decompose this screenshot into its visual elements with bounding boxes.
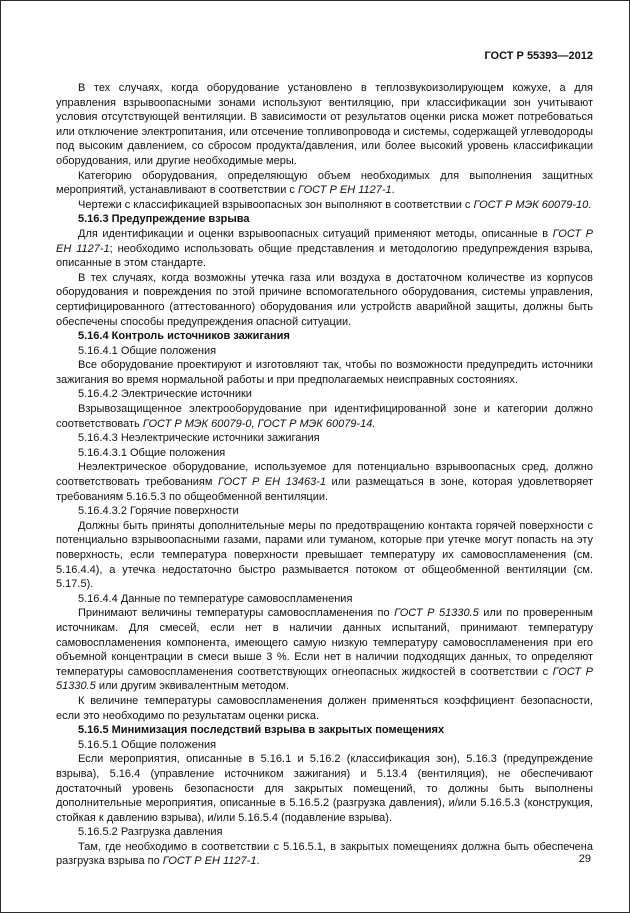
paragraph <box>56 840 593 869</box>
text-run: . <box>256 855 260 868</box>
gost-reference: ГОСТ Р ЕН 1127-1 <box>297 184 392 197</box>
text-run: 5.16.5.1 Общие положения <box>78 738 217 751</box>
paragraph <box>56 504 593 519</box>
paragraph <box>56 519 593 592</box>
gost-reference: ГОСТ Р ЕН 1127-1 <box>56 227 593 255</box>
paragraph <box>56 81 593 169</box>
text-run: В тех случаях, когда оборудование установлено в теплозвукоизолирующем кожухе, а для управления взрывоопасными зонами используют вентиляцию, при классификации зон учитывают условия отсутствующей вентиляции. В зависимости от результатов оценки риска может потребоваться или отключение электропитания, или отсечение топливопровода и системы, содержащей углеводороды под высоким давлением, со сбросом продукта/давления, или более высокий уровень классификации оборудования, или другие необходимые меры. <box>56 82 593 167</box>
text-run: Взрывозащищенное электрооборудование при идентифицированной зоне и категории должно соответствовать <box>56 403 593 430</box>
section-heading <box>56 329 593 344</box>
paragraph <box>56 169 593 198</box>
gost-reference: ГОСТ Р МЭК 60079-0, ГОСТ Р МЭК 60079-14. <box>142 417 376 430</box>
text-run: 5.16.4.2 Электрические источники <box>78 388 252 401</box>
paragraph <box>56 227 593 271</box>
text-run: Если мероприятия, описанные в 5.16.1 и 5.16.2 (классификация зон), 5.16.3 (предупреждение взрыва), 5.16.4 (управление источником зажигания) и 5.13.4 (вентиляция), не обеспечивают достаточный уровень безопасности для закрытых помещений, то должны быть выполнены дополнительные мероприятия, описанные в 5.16.5.2 (разгрузка давления), и/или 5.16.5.3 (конструкция, стойкая к давлению взрыва), и/или 5.16.5.4 (подавление взрыва). <box>56 753 593 824</box>
paragraph <box>56 344 593 359</box>
text-run: 5.16.4.1 Общие положения <box>78 344 217 357</box>
paragraph <box>56 460 593 504</box>
paragraph <box>56 198 593 213</box>
text-run: . <box>391 184 395 197</box>
section-heading <box>56 723 593 738</box>
text-run: Должны быть приняты дополнительные меры по предотвращению контакта горячей поверхности с потенциально взрывоопасными газами, парами или туманом, которые при утечке могут попасть на эту поверхность, если температура поверхности превышает температуру их самовоспламенения (см. 5.16.4.4), а утечка недостаточно быстро размывается потоком от общеобменной вентиляции (см. 5.17.5). <box>56 519 593 591</box>
paragraph <box>56 402 593 431</box>
paragraph <box>56 606 593 694</box>
text-run: Принимают величины температуры самовоспламенения по <box>78 607 395 620</box>
doc-number: ГОСТ Р 55393—2012 <box>484 50 593 62</box>
paragraph <box>56 752 593 825</box>
paragraph <box>56 431 593 446</box>
paragraph <box>56 271 593 329</box>
text-run: или размещаться в зоне, которая удовлетворяет требованиям 5.16.5.3 по общеобменной вентиляции. <box>56 476 593 503</box>
text-run: . <box>588 198 592 211</box>
text-run: Чертежи с классификацией взрывоопасных зон выполняют в соответствии с <box>78 198 474 211</box>
paragraph <box>56 358 593 387</box>
document-body <box>56 81 593 869</box>
text-run: 5.16.5 Минимизация последствий взрыва в закрытых помещениях <box>78 724 445 737</box>
text-run: ; необходимо использовать общие представления и методологию предупреждения взрыва, описанные в этом стандарте. <box>56 242 593 270</box>
text-run: 5.16.4.3.2 Горячие поверхности <box>78 505 239 518</box>
text-run: 5.16.4 Контроль источников зажигания <box>78 330 290 343</box>
text-run: К величине температуры самовоспламенения должен применяться коэффициент безопасности, если это необходимо по результатам оценки риска. <box>56 694 593 722</box>
text-run: 5.16.4.3.1 Общие положения <box>78 446 226 459</box>
text-run: Неэлектрическое оборудование, используемое для потенциально взрывоопасных сред, должно соответствовать требованиям <box>56 461 593 489</box>
gost-reference: ГОСТ Р 51330.5 <box>56 665 593 693</box>
paragraph <box>56 387 593 402</box>
gost-reference: ГОСТ Р ЕН 1127-1 <box>162 855 257 868</box>
text-run: 5.16.5.2 Разгрузка давления <box>78 826 223 839</box>
text-run: 5.16.4.4 Данные по температуре самовоспламенения <box>78 592 353 605</box>
paragraph <box>56 825 593 840</box>
text-run: Там, где необходимо в соответствии с 5.16.5.1, в закрытых помещениях должна быть обеспечена разгрузка взрыва по <box>56 840 593 868</box>
page-number: 29 <box>578 853 591 865</box>
gost-reference: ГОСТ Р ЕН 13463-1 <box>217 476 326 489</box>
text-run: или по проверенным источникам. Для смесей, если нет в наличии данных испытаний, принимают температуру самовоспламенения компонента, имеющего самую низкую температуру самовоспламенения при его объемной концентрации в смеси выше 3 %. Если нет в наличии подходящих данных, то определяют температуры самовоспламенения соответствующих огнеопасных жидкостей в соответствии с <box>56 607 593 678</box>
paragraph <box>56 694 593 723</box>
paragraph <box>56 446 593 461</box>
paragraph <box>56 738 593 753</box>
text-run: Для идентификации и оценки взрывоопасных ситуаций применяют методы, описанные в <box>78 227 553 240</box>
text-run: 5.16.4.3 Неэлектрические источники зажигания <box>78 432 320 445</box>
text-run: Все оборудование проектируют и изготовляют так, чтобы по возможности предупредить источники зажигания во время нормальной работы и при предполагаемых неисправных состояниях. <box>56 359 593 386</box>
text-run: или другим эквивалентным методом. <box>95 680 290 693</box>
gost-reference: ГОСТ Р МЭК 60079-10 <box>473 198 589 211</box>
text-run: 5.16.3 Предупреждение взрыва <box>78 213 250 226</box>
text-run: В тех случаях, когда возможны утечка газа или воздуха в достаточном количестве из корпусов оборудования и повреждения по этой причине вспомогательного оборудования, системы управления, сертифицированного (аттестованного) оборудования или устройств аварийной защиты, должны быть обеспечены способы предупреждения опасной ситуации. <box>56 271 593 328</box>
section-heading <box>56 212 593 227</box>
gost-reference: ГОСТ Р 51330.5 <box>394 607 479 620</box>
paragraph <box>56 592 593 607</box>
text-run: Категорию оборудования, определяющую объем необходимых для выполнения защитных мероприятий, устанавливают в соответствии с <box>56 169 593 197</box>
